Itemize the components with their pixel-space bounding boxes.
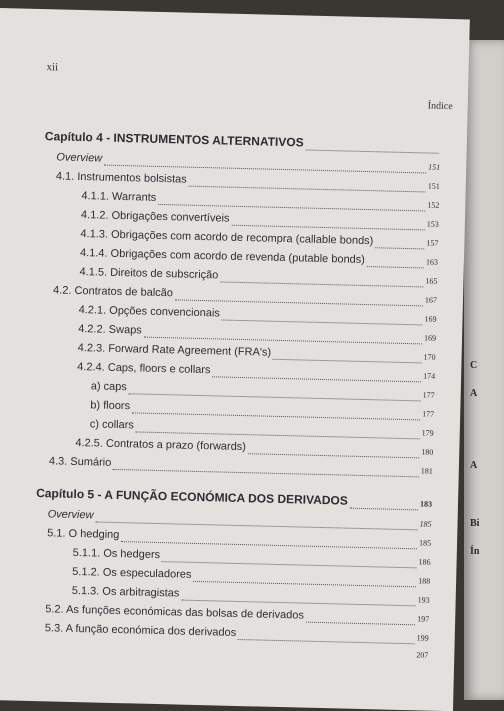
adjacent-page-fragment: C [470, 360, 478, 371]
toc-entry: 4.1. Instrumentos bolsistas 151 [55, 170, 440, 191]
toc-entry: 4.1.1. Warrants 152 [81, 190, 440, 210]
toc-entry: 4.1.5. Direitos de subscrição 165 [79, 266, 438, 286]
toc-entry: 4.1.2. Obrigações convertíveis 153 [80, 209, 439, 229]
adjacent-page-fragment: A [470, 388, 478, 399]
page-number: xii [46, 61, 59, 74]
toc-entry: 4.2. Contratos de balcão 167 [52, 284, 438, 305]
toc-entry: 5.1.1. Os hedgers 186 [72, 546, 431, 567]
toc-entry: 5.1. O hedging 185 [47, 527, 432, 548]
toc-entry: 4.2.2. Swaps 169 [78, 323, 437, 343]
toc-entry: 207 [416, 650, 429, 660]
toc-entry: 4.1.4. Obrigações com acordo de revenda (putable bonds) 163 [79, 247, 439, 267]
toc-entry: a) caps 177 [90, 380, 435, 400]
adjacent-page-fragment: Bi [470, 518, 480, 529]
toc-entry: 4.1.3. Obrigações com acordo de recompra (callable bonds) 157 [80, 228, 439, 248]
toc-entry: 5.3. A função económica dos derivados 199 [44, 622, 429, 643]
chapter-heading: Capítulo 4 - INSTRUMENTOS ALTERNATIVOS [45, 129, 441, 161]
book-page [0, 8, 470, 711]
table-of-contents [32, 129, 441, 670]
toc-entry: 5.1.3. Os arbitragistas 193 [71, 584, 430, 605]
toc-entry: Overview 151 [56, 151, 441, 172]
toc-entry: 4.2.5. Contratos a prazo (forwards) 180 [75, 436, 434, 457]
chapter-heading: Capítulo 5 - A FUNÇÃO ECONÓMICA DOS DERIVADOS 183 [35, 486, 433, 509]
toc-entry: 4.2.3. Forward Rate Agreement (FRA's) 170 [77, 342, 436, 362]
adjacent-page [464, 40, 504, 700]
toc-entry: 5.1.2. Os especuladores 188 [72, 565, 431, 586]
toc-entry: 4.2.4. Caps, floors e collars 174 [77, 360, 436, 381]
toc-entry: 5.2. As funções económicas das bolsas de derivados 197 [45, 603, 430, 624]
toc-entry: b) floors 177 [90, 399, 435, 419]
adjacent-page-fragment: A [470, 460, 478, 471]
running-header: Índice [427, 100, 453, 113]
toc-entry: c) collars 179 [89, 418, 434, 438]
toc-entry: 4.2.1. Opções convencionais 169 [78, 304, 437, 324]
adjacent-page-fragment: Ín [470, 546, 480, 557]
toc-entry: Overview 185 [47, 508, 432, 529]
toc-entry: 4.3. Sumário 181 [48, 455, 433, 476]
